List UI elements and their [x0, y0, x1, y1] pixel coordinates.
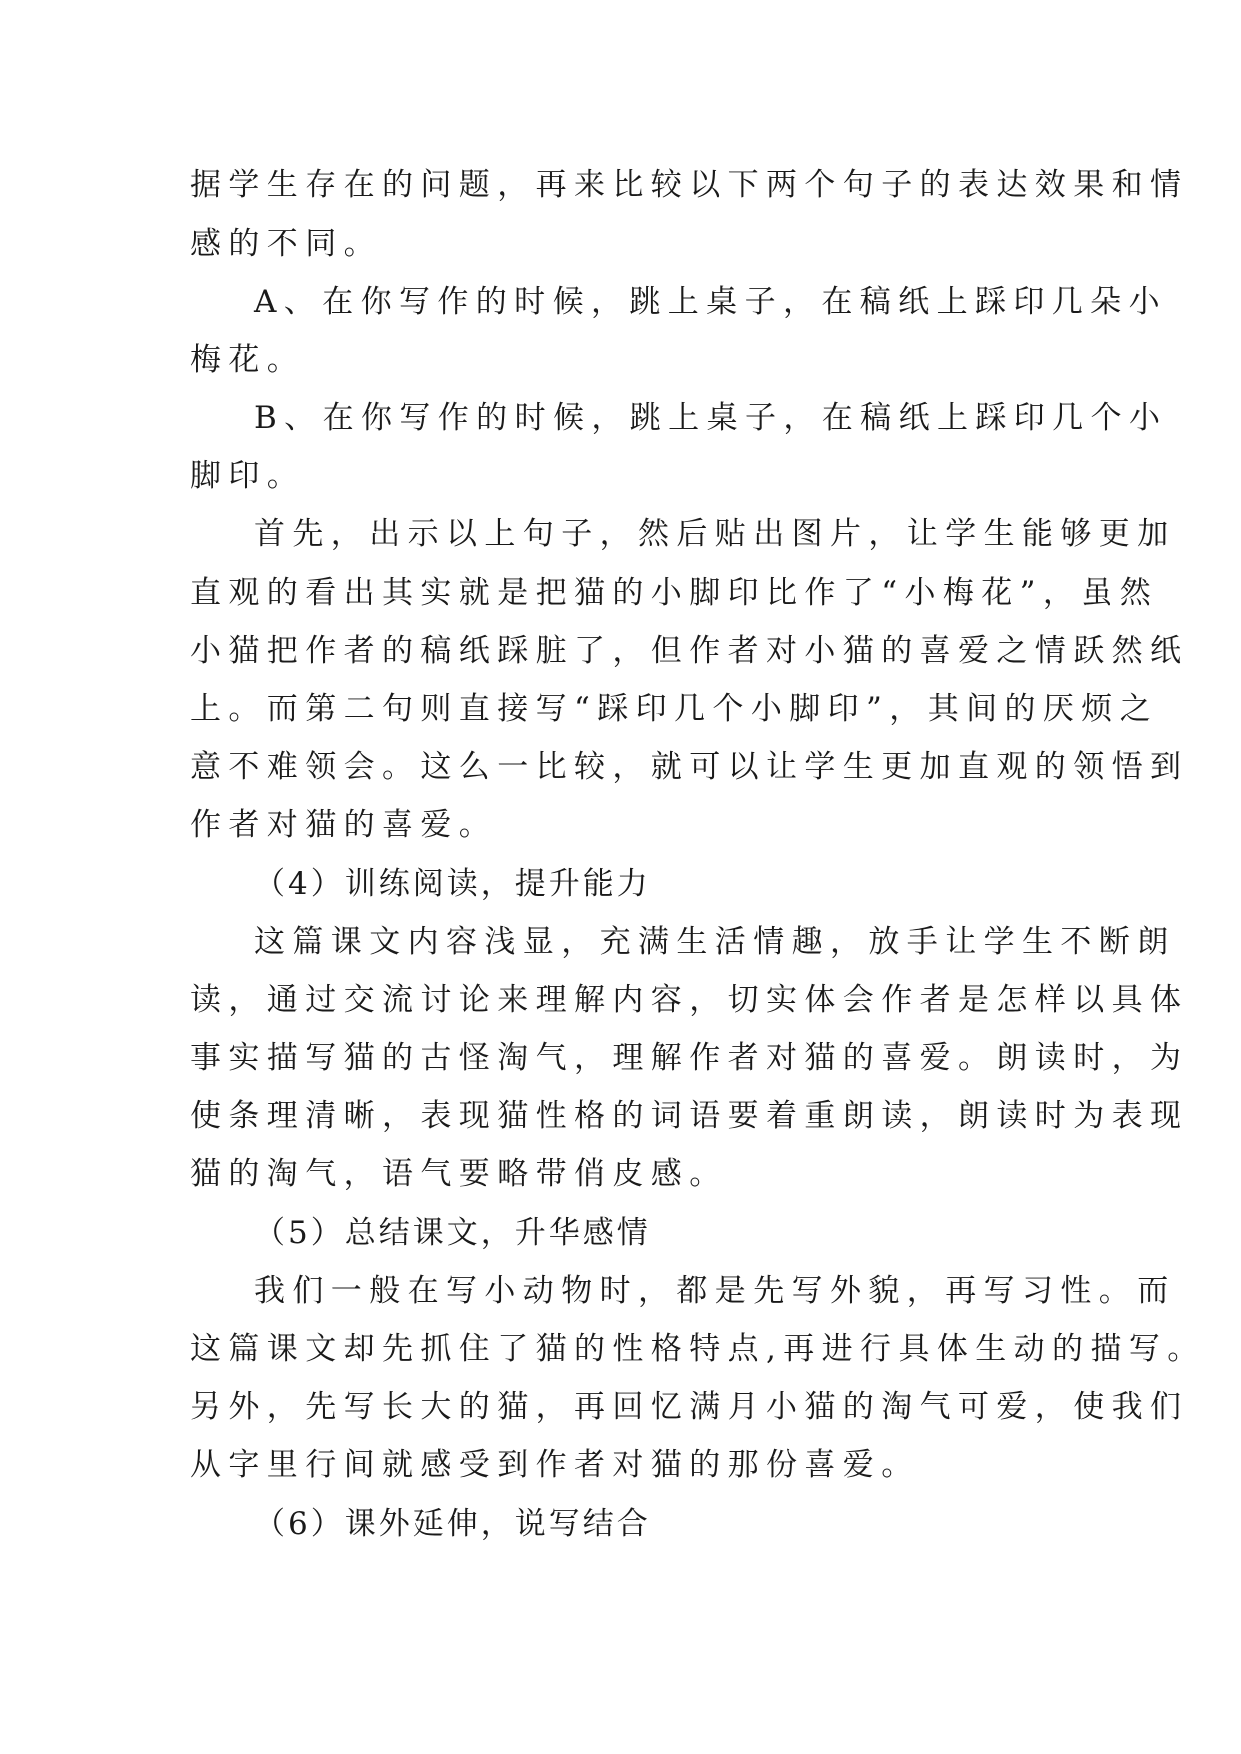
section-heading: （6）课外延伸，说写结合 — [254, 1506, 651, 1542]
section-heading: （5）总结课文，升华感情 — [254, 1215, 651, 1251]
paragraph-line: 使条理清晰，表现猫性格的词语要着重朗读，朗读时为表现 — [190, 1098, 1189, 1134]
paragraph-line: 感的不同。 — [190, 226, 382, 262]
paragraph-line: 直观的看出其实就是把猫的小脚印比作了“小梅花”，虽然 — [190, 575, 1159, 611]
paragraph-line: 上。而第二句则直接写“踩印几个小脚印”，其间的厌烦之 — [190, 691, 1159, 727]
paragraph-line: 作者对猫的喜爱。 — [190, 807, 498, 843]
paragraph-line: 另外，先写长大的猫，再回忆满月小猫的淘气可爱，使我们 — [190, 1389, 1189, 1425]
paragraph-line: 这篇课文却先抓住了猫的性格特点,再进行具体生动的描写。 — [190, 1331, 1206, 1367]
paragraph-line: 读，通过交流讨论来理解内容，切实体会作者是怎样以具体 — [190, 982, 1189, 1018]
sentence-a-line: 梅花。 — [190, 342, 306, 378]
sentence-b-line: B、在你写作的时候，跳上桌子，在稿纸上踩印几个小 — [254, 400, 1168, 436]
paragraph-line: 据学生存在的问题，再来比较以下两个句子的表达效果和情 — [190, 167, 1189, 203]
paragraph-line: 我们一般在写小动物时，都是先写外貌，再写习性。而 — [254, 1273, 1176, 1309]
paragraph-line: 这篇课文内容浅显，充满生活情趣，放手让学生不断朗 — [254, 924, 1176, 960]
paragraph-line: 意不难领会。这么一比较，就可以让学生更加直观的领悟到 — [190, 749, 1189, 785]
paragraph-line: 事实描写猫的古怪淘气，理解作者对猫的喜爱。朗读时，为 — [190, 1040, 1189, 1076]
sentence-b-line: 脚印。 — [190, 458, 306, 494]
paragraph-line: 猫的淘气，语气要略带俏皮感。 — [190, 1156, 728, 1192]
paragraph-line: 首先，出示以上句子，然后贴出图片，让学生能够更加 — [254, 516, 1176, 552]
paragraph-line: 小猫把作者的稿纸踩脏了，但作者对小猫的喜爱之情跃然纸 — [190, 633, 1189, 669]
sentence-a-line: A、在你写作的时候，跳上桌子，在稿纸上踩印几朵小 — [254, 284, 1167, 320]
paragraph-line: 从字里行间就感受到作者对猫的那份喜爱。 — [190, 1447, 920, 1483]
section-heading: （4）训练阅读，提升能力 — [254, 866, 651, 902]
